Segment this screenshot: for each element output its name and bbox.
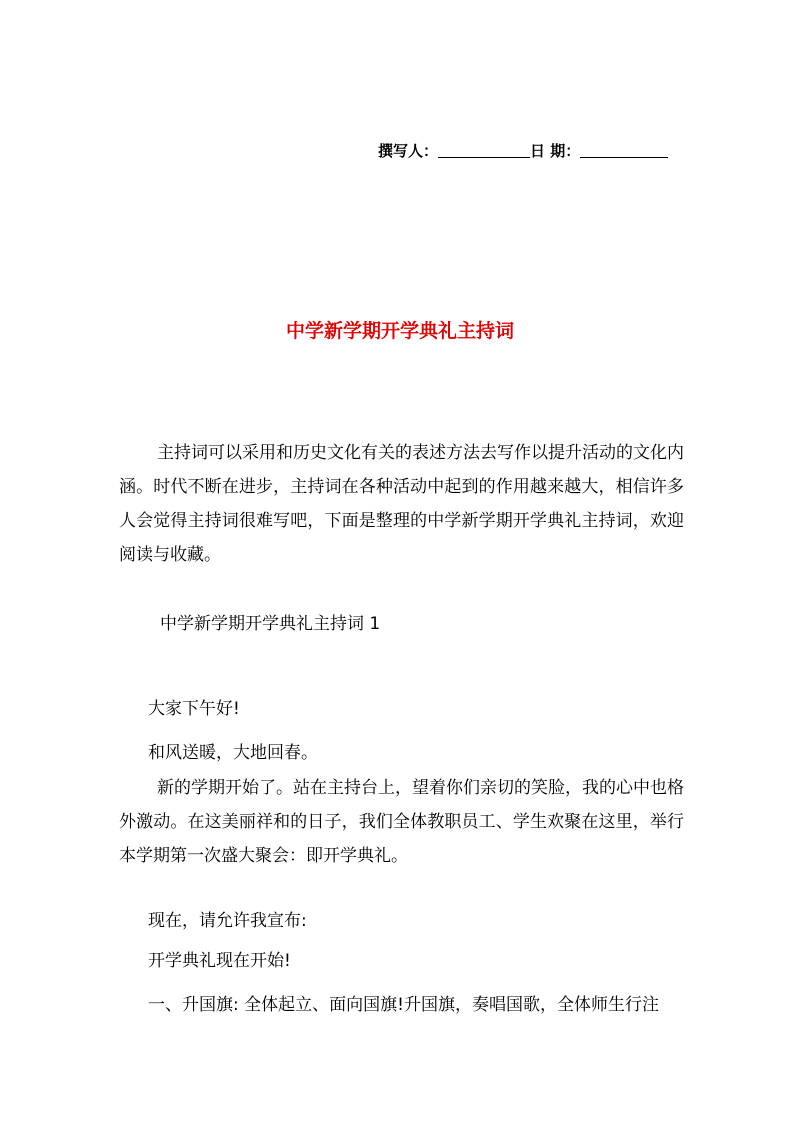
- author-label: 撰写人：: [378, 142, 439, 160]
- author-blank: [438, 143, 530, 158]
- document-title: 中学新学期开学典礼主持词: [285, 320, 514, 342]
- intro-paragraph: 主持词可以采用和历史文化有关的表述方法去写作以提升活动的文化内涵。时代不断在进步，主持词在各种活动中起到的作用越来越大，相信许多人会觉得主持词很难写吧，下面是整理的中学新学期开学典礼主持词，欢迎阅读与收藏。: [119, 443, 684, 565]
- date-blank: [580, 143, 668, 158]
- body-line-5: 开学典礼现在开始!: [148, 951, 291, 971]
- body-line-6: 一、升国旗: 全体起立、面向国旗!升国旗，奏唱国歌，全体师生行注: [148, 995, 659, 1015]
- body-line-2: 和风送暖，大地回春。: [148, 743, 318, 763]
- greeting-line: 大家下午好!: [148, 699, 240, 719]
- body-line-4: 现在，请允许我宣布:: [148, 911, 307, 931]
- date-label: 日 期：: [530, 142, 581, 160]
- body-paragraph-3: 新的学期开始了。站在主持台上，望着你们亲切的笑脸，我的心中也格外激动。在这美丽祥和的日子，我们全体教职员工、学生欢聚在这里，举行本学期第一次盛大聚会：即开学典礼。: [119, 778, 684, 866]
- section-heading: 中学新学期开学典礼主持词 1: [160, 614, 381, 634]
- document-header: [378, 140, 668, 161]
